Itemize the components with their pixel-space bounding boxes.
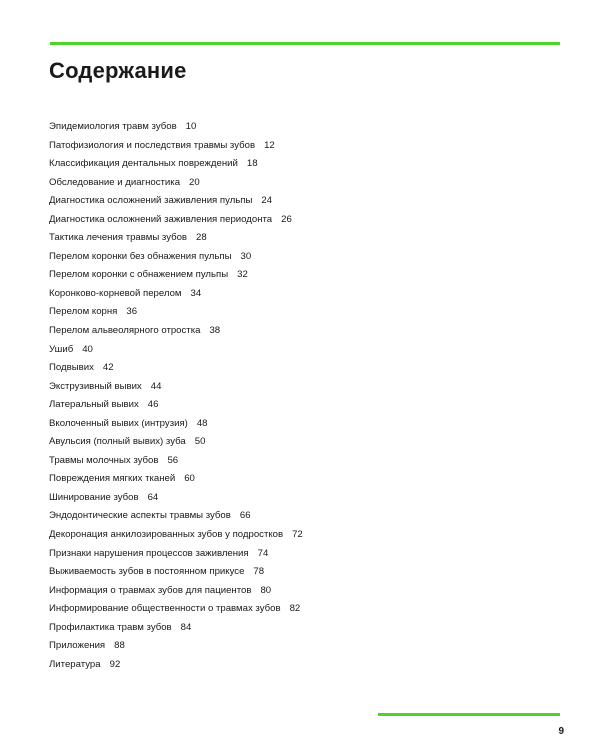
toc-entry [49,155,303,174]
toc-entry-title: Профилактика травм зубов [49,621,172,633]
toc-entry-title: Декоронация анкилозированных зубов у подростков [49,529,284,541]
toc-entry-page: 48 [196,417,208,429]
top-green-rule [50,42,560,45]
toc-entry [49,637,303,656]
toc-entry [49,137,303,156]
toc-entry-title: Признаки нарушения процессов заживления [49,547,249,559]
toc-entry-title: Коронково-корневой перелом [49,287,182,299]
toc-entry-page: 26 [281,213,292,225]
toc-entry-title: Приложения [49,640,106,652]
page-title: Содержание [49,58,187,83]
toc-entry-title: Подвывих [49,362,94,374]
toc-entry-page: 28 [196,232,207,244]
toc-entry [49,433,303,452]
toc-entry-page: 24 [261,195,273,207]
toc-entry-page: 38 [209,325,221,337]
toc-entry-page: 72 [292,529,303,541]
toc-entry-title: Эндодонтические аспекты травмы зубов [49,510,231,522]
toc-entry-page: 32 [237,269,248,281]
toc-entry-page: 44 [150,380,162,392]
toc-entry-page: 60 [184,473,195,485]
toc-entry [49,600,303,619]
toc-entry [49,341,303,360]
toc-entry-title: Перелом коронки без обнажения пульпы [49,250,232,262]
toc-entry [49,545,303,564]
toc-entry-title: Диагностика осложнений заживления периодонта [49,213,273,225]
toc-entry-title: Экструзивный вывих [49,380,142,392]
toc-entry [49,174,303,193]
toc-entry [49,303,303,322]
toc-entry-page: 46 [147,399,159,411]
toc-entry-title: Перелом корня [49,306,118,318]
toc-entry-page: 10 [185,121,197,132]
toc-entry-page: 64 [147,491,159,503]
toc-entry-title: Обследование и диагностика [49,176,181,188]
toc-entry-title: Повреждения мягких тканей [49,473,176,485]
toc-entry [49,507,303,526]
toc-entry-page: 82 [289,603,301,615]
toc-entry-title: Патофизиология и последствия травмы зубов [49,139,256,151]
toc-entry [49,470,303,489]
toc-entry-title: Диагностика осложнений заживления пульпы [49,195,253,207]
toc-entry-page: 92 [109,658,121,670]
toc-entry-title: Эпидемиология травм зубов [49,121,177,132]
toc-entry-page: 78 [253,566,265,578]
toc-entry [49,322,303,341]
toc-entry-title: Травмы молочных зубов [49,454,159,466]
toc-entry [49,563,303,582]
toc-entry-title: Вколоченный вывих (интрузия) [49,417,188,429]
toc-entry [49,192,303,211]
toc-entry [49,415,303,434]
toc-entry-title: Тактика лечения травмы зубов [49,232,188,244]
toc-entry [49,378,303,397]
toc-entry-page: 36 [126,306,138,318]
toc-entry-page: 80 [260,584,272,596]
toc-entry-title: Информирование общественности о травмах зубов [49,603,281,615]
toc-entry-title: Латеральный вывих [49,399,139,411]
toc-entry-page: 88 [114,640,125,652]
toc-entry-page: 42 [102,362,114,374]
toc-entry-page: 50 [194,436,206,448]
toc-entry-title: Перелом альвеолярного отростка [49,325,201,337]
toc-entry [49,582,303,601]
toc-entry-page: 12 [264,139,275,151]
toc-entry-page: 34 [190,287,202,299]
toc-entry-title: Классификация дентальных повреждений [49,158,238,170]
toc-entry-page: 84 [180,621,192,633]
table-of-contents [49,118,303,674]
toc-entry-title: Ушиб [49,343,74,355]
toc-entry [49,656,303,675]
toc-entry [49,211,303,230]
toc-entry-title: Авульсия (полный вывих) зуба [49,436,186,448]
toc-entry-page: 40 [82,343,93,355]
toc-entry [49,285,303,304]
toc-entry [49,452,303,471]
toc-entry [49,118,303,137]
toc-entry-title: Информация о травмах зубов для пациентов [49,584,252,596]
toc-entry [49,359,303,378]
toc-entry-page: 56 [167,454,179,466]
toc-entry-page: 66 [239,510,251,522]
toc-entry [49,248,303,267]
toc-entry-title: Выживаемость зубов в постоянном прикусе [49,566,245,578]
toc-entry [49,489,303,508]
toc-entry-page: 18 [246,158,258,170]
toc-entry-page: 30 [240,250,252,262]
page-number: 9 [558,726,564,737]
toc-entry [49,619,303,638]
toc-entry-title: Перелом коронки с обнажением пульпы [49,269,229,281]
toc-entry-page: 74 [257,547,269,559]
toc-entry [49,229,303,248]
toc-entry-title: Шинирование зубов [49,491,139,503]
bottom-green-rule [378,713,560,716]
toc-entry-title: Литература [49,658,101,670]
toc-entry [49,266,303,285]
toc-entry [49,396,303,415]
toc-entry-page: 20 [189,176,200,188]
toc-entry [49,526,303,545]
